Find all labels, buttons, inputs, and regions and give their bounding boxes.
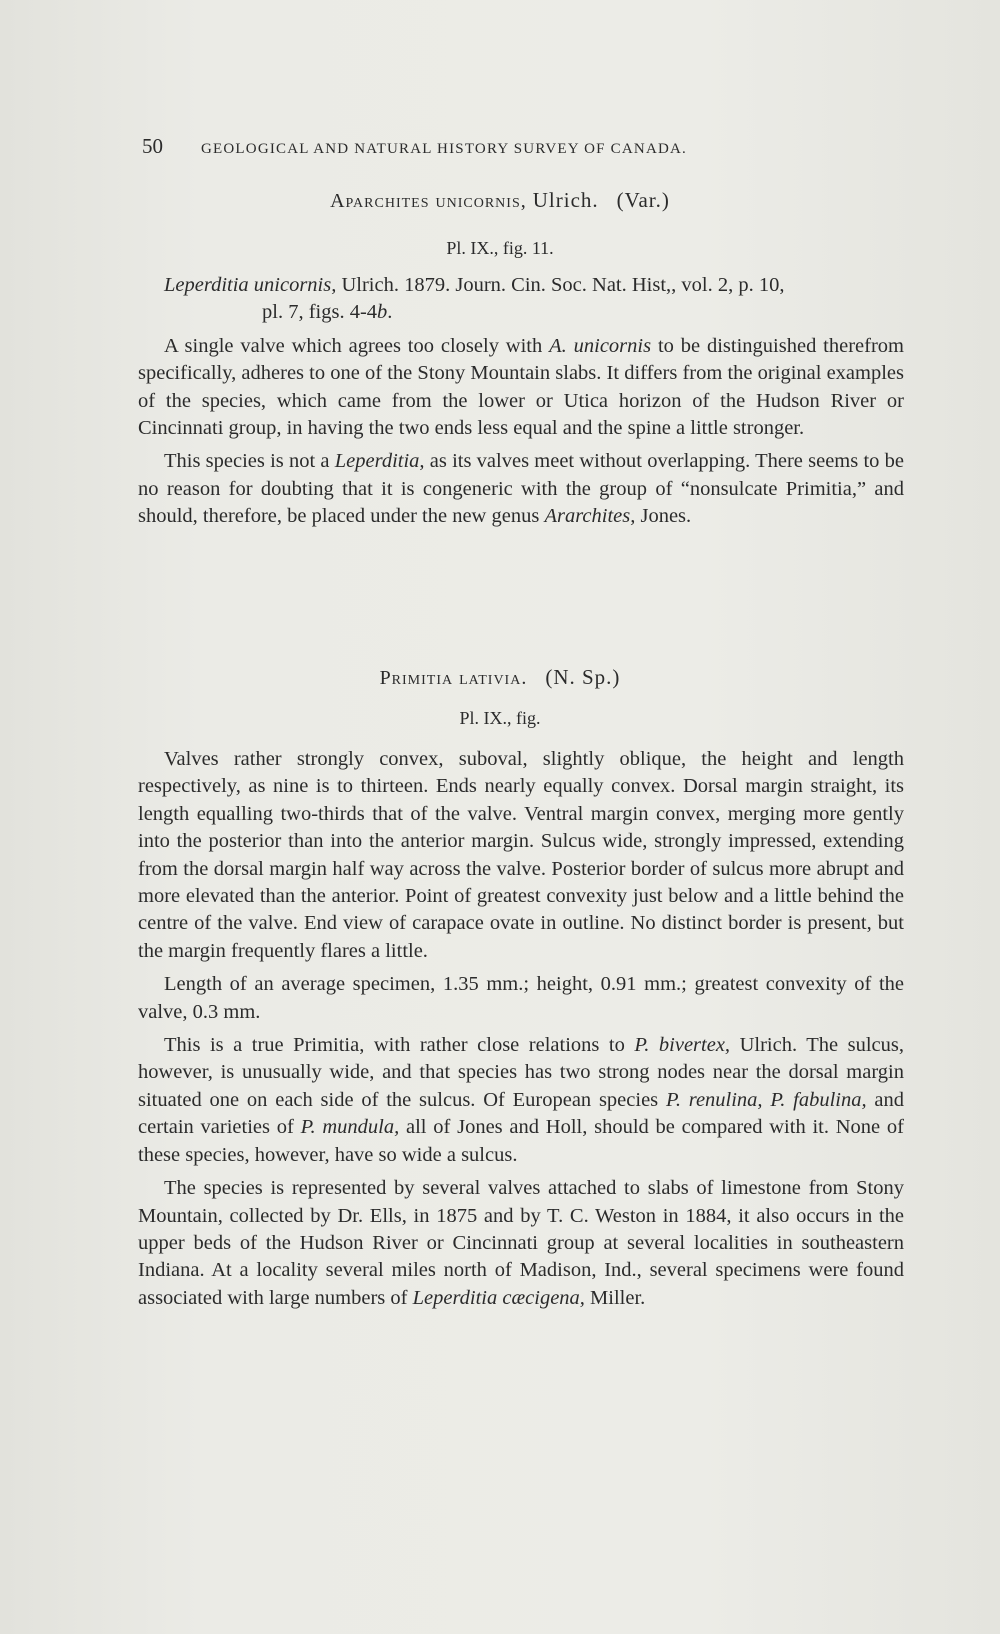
genus-name: Primitia bbox=[379, 667, 454, 689]
citation-rest: Ulrich. 1879. Journ. Cin. Soc. Nat. Hist,, vol. 2, p. 10, bbox=[336, 274, 785, 296]
paragraph-description: Valves rather strongly convex, suboval, slightly oblique, the height and length respectively, as nine is to thirteen. Ends nearly equally convex. Dorsal margin straight, its length equalling two-thirds that of the valve. Ventral margin convex, merging more gently into the posterior than into the anterior margin. Sulcus wide, strongly impressed, extending from the dorsal margin half way across the valve. Posterior border of sulcus more abrupt and more elevated than the anterior. Point of greatest convexity just below and a little behind the centre of the valve. End view of carapace ovate in outline. No distinct border is present, but the margin frequently flares a little. bbox=[138, 748, 904, 962]
new-species-note: (N. Sp.) bbox=[545, 665, 621, 689]
page-header bbox=[142, 134, 842, 159]
citation-name: Leperditia unicornis, bbox=[164, 274, 337, 296]
paragraph-localities: The species is represented by several valves attached to slabs of limestone from Stony Mountain, collected by Dr. Ells, in 1875 and by T. C. Weston in 1884, it also occurs in the upper beds of the Hudson River or Cincinnati group at several localities in southeastern Indiana. At a locality several miles north of Madison, Ind., several specimens were found associated with large numbers of Leperditia cæcigena, Miller. bbox=[138, 1177, 904, 1309]
species-author: Ulrich. bbox=[532, 188, 599, 212]
citation-continuation: pl. 7, figs. 4-4b. bbox=[262, 301, 393, 324]
variety-note: (Var.) bbox=[616, 188, 670, 212]
paragraph-measurements: Length of an average specimen, 1.35 mm.; height, 0.91 mm.; greatest convexity of the valve, 0.3 mm. bbox=[138, 973, 904, 1023]
species-heading-primitia bbox=[0, 665, 1000, 690]
species-name: unicornis, bbox=[435, 190, 527, 212]
page-number: 50 bbox=[142, 134, 163, 158]
plate-reference-1: Pl. IX., fig. 11. bbox=[446, 238, 554, 258]
paragraph-relations: This is a true Primitia, with rather close relations to P. bivertex, Ulrich. The sulcus, however, is unusually wide, and that species has two strong nodes near the dorsal margin situated one on each side of the sulcus. Of European species P. renulina, P. fabulina, and certain varieties of P. mundula, all of Jones and Holl, should be compared with it. None of these species, however, have so wide a sulcus. bbox=[138, 1034, 904, 1166]
paragraph-1: A single valve which agrees too closely with A. unicornis to be distinguished therefrom specifically, adheres to one of the Stony Mountain slabs. It differs from the original examples of the species, which came from the lower or Utica horizon of the Hudson River or Cincinnati group, in having the two ends less equal and the spine a little stronger. bbox=[138, 334, 905, 440]
plate-reference-2: Pl. IX., fig. bbox=[459, 708, 541, 728]
section-1-text bbox=[138, 272, 904, 537]
species-heading-aparchites bbox=[0, 188, 1000, 213]
genus-name: Aparchites bbox=[330, 190, 430, 212]
running-head: GEOLOGICAL AND NATURAL HISTORY SURVEY OF CANADA. bbox=[201, 141, 687, 157]
species-name: lativia. bbox=[459, 667, 528, 689]
section-2-text bbox=[138, 746, 904, 1318]
paragraph-2: This species is not a Leperditia, as its valves meet without overlapping. There seems to be no reason for doubting that it is congeneric with the group of “nonsulcate Primitia,” and should, therefore, be placed under the new genus Ararchites, Jones. bbox=[138, 450, 904, 528]
synonymy-citation bbox=[138, 272, 904, 327]
